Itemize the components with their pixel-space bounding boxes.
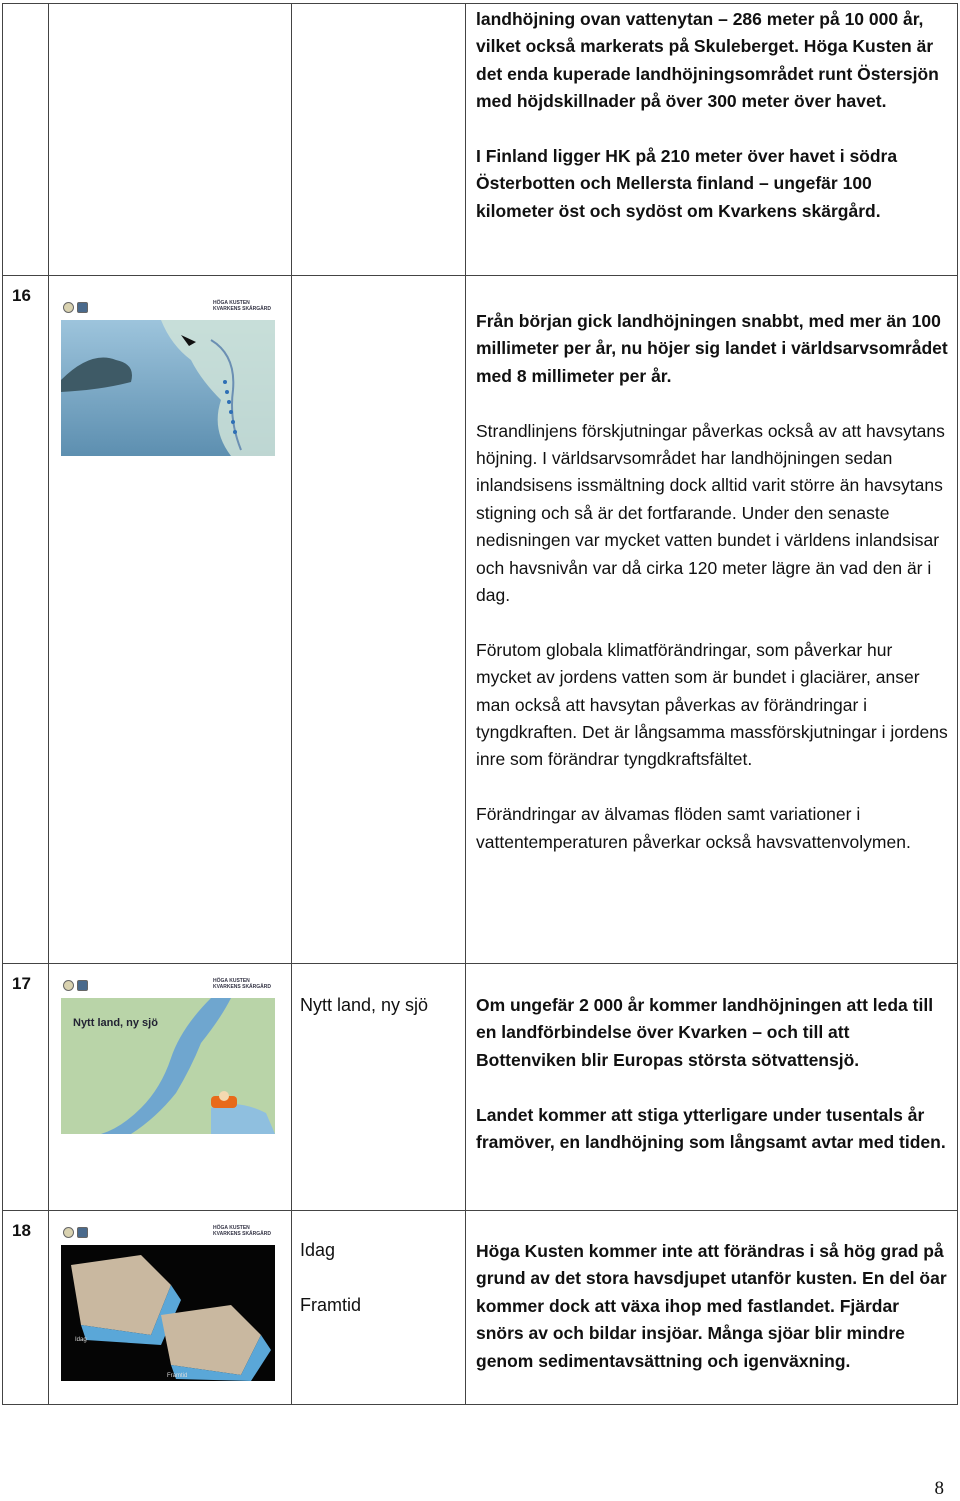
text-cell	[466, 1211, 958, 1405]
title-cell	[292, 4, 466, 276]
paragraph: Strandlinjens förskjutningar påverkas också av att havsytans höjning. I världsarvsområdet har landhöjningen sedan inlandsisens issmältning dock alltid varit större än havsytans stigning och så är det fortfarande. Under den senaste nedisningen var mycket vatten bundet i världens inlandsisar och havsnivån var då cirka 120 meter lägre än vad den är i dag.	[476, 420, 945, 606]
terrain-label-idag: Idag	[75, 1337, 87, 1343]
map-image	[61, 998, 275, 1134]
title-cell	[292, 276, 466, 964]
slide-logos-left	[63, 1227, 88, 1238]
paragraph: Förutom globala klimatförändringar, som påverkar hur mycket av jordens vatten som är bundet i glaciärer, anser man också att havsytan påverkas av förändringar i tyngdkraften. Det är långsamma massförskjutningar i jordens inre som förändrar tyngdkraftsfältet.	[476, 639, 948, 770]
title-cell	[292, 1211, 466, 1405]
slide-logos-left	[63, 302, 88, 313]
slide-heading: Framtid	[300, 1294, 362, 1315]
row-number-cell	[3, 276, 49, 964]
row-number-cell	[3, 4, 49, 276]
slide-cell	[49, 276, 292, 964]
slide-cell	[49, 4, 292, 276]
slide-logo: HÖGA KUSTEN KVARKENS SKÄRGÅRD	[213, 978, 271, 990]
slide-heading: Nytt land, ny sjö	[300, 995, 429, 1015]
table-row	[3, 4, 958, 276]
row-number: 18	[12, 1221, 31, 1240]
paragraph: Höga Kusten kommer inte att förändras i så hög grad på grund av det stora havsdjupet utanför kusten. En del öar kommer dock att växa ihop med fastlandet. Fjärdar snörs av och bildar insjöar. Många sjöar blir mindre genom sedimentavsättning och igenväxning.	[476, 1241, 947, 1371]
slide-logo: HÖGA KUSTEN KVARKENS SKÄRGÅRD	[213, 1225, 271, 1237]
paragraph: landhöjning ovan vattenytan – 286 meter på 10 000 år, vilket också markerats på Skuleberget. Höga Kusten är det enda kuperade landhöjningsområdet runt Östersjön med höjdskillnader på över 300 meter över havet.	[476, 9, 939, 112]
title-cell	[292, 964, 466, 1211]
page-number: 8	[934, 1478, 944, 1499]
row-number: 16	[12, 286, 31, 305]
document-table	[2, 3, 958, 1405]
text-cell	[466, 276, 958, 964]
slide-cell	[49, 964, 292, 1211]
text-cell	[466, 964, 958, 1211]
slide-heading: Idag	[300, 1240, 336, 1260]
table-row	[3, 964, 958, 1211]
paragraph: Landet kommer att stiga ytterligare under tusentals år framöver, en landhöjning som långsamt avtar med tiden.	[476, 1104, 946, 1153]
table-row	[3, 276, 958, 964]
text-cell	[466, 4, 958, 276]
row-number-cell	[3, 1211, 49, 1405]
terrain-image	[61, 1245, 275, 1381]
slide-cell	[49, 1211, 292, 1405]
map-image	[61, 320, 275, 456]
row-number-cell	[3, 964, 49, 1211]
paragraph: I Finland ligger HK på 210 meter över havet i södra Österbotten och Mellersta finland – ungefär 100 kilometer öst och sydöst om Kvarkens skärgård.	[476, 146, 898, 221]
slide-title: Nytt land, ny sjö	[73, 1017, 158, 1029]
slide-thumbnail	[59, 298, 279, 468]
paragraph: Från början gick landhöjningen snabbt, med mer än 100 millimeter per år, nu höjer sig landet i världsarvsområdet med 8 millimeter per år.	[476, 311, 948, 386]
row-number: 17	[12, 974, 31, 993]
paragraph: Förändringar av älvamas flöden samt variationer i vattentemperaturen påverkar också havsvattenvolymen.	[476, 804, 911, 852]
table-row	[3, 1211, 958, 1405]
terrain-label-framtid: Framtid	[167, 1373, 188, 1379]
slide-logos-left	[63, 980, 88, 991]
slide-logo: HÖGA KUSTEN KVARKENS SKÄRGÅRD	[213, 300, 271, 312]
slide-thumbnail	[59, 976, 279, 1146]
slide-thumbnail	[59, 1223, 279, 1393]
paragraph: Om ungefär 2 000 år kommer landhöjningen att leda till en landförbindelse över Kvarken – och till att Bottenviken blir Europas största sötvattensjö.	[476, 995, 934, 1070]
